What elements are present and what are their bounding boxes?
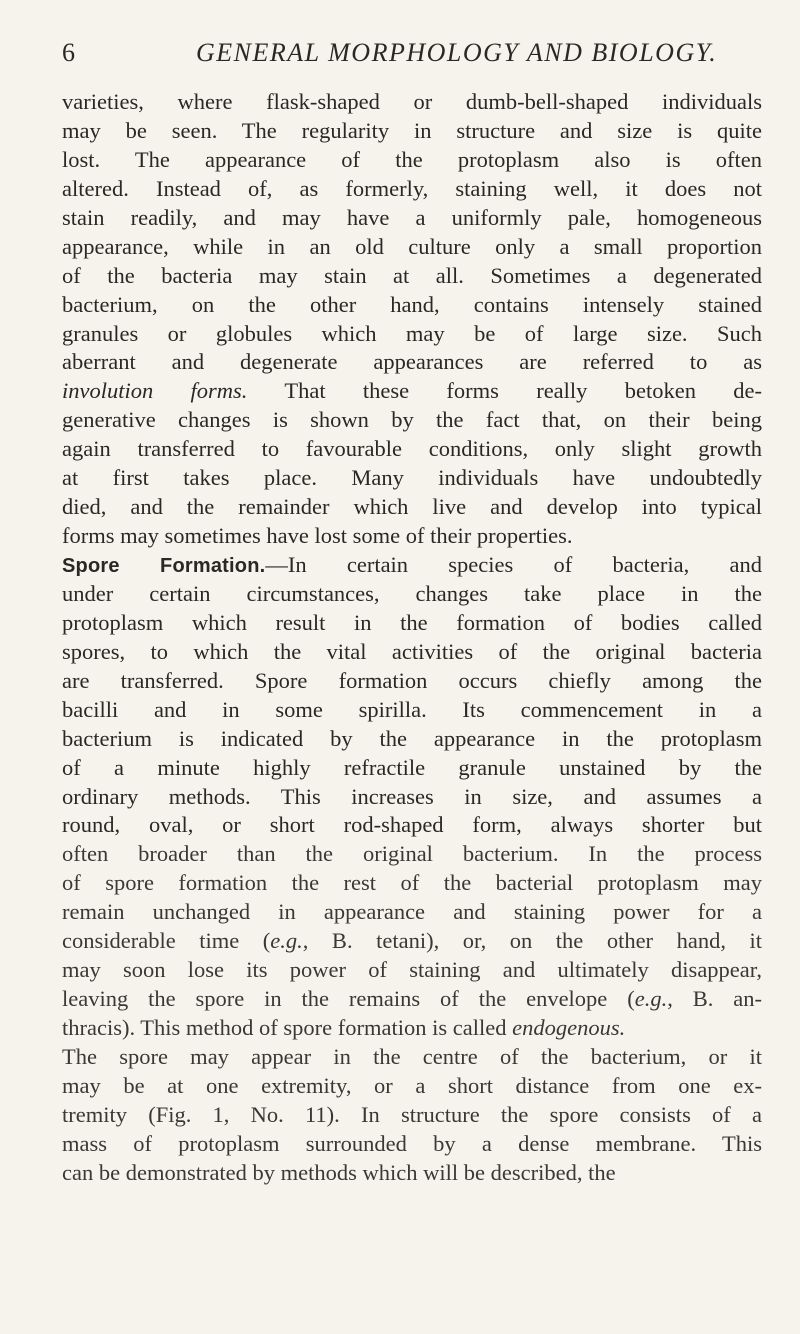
text-line: appearance, while in an old culture only a small proportion xyxy=(62,233,762,259)
text-line xyxy=(62,377,762,406)
text-line: at first takes place. Many individuals have undoubtedly xyxy=(62,465,762,491)
text-run: considerable time ( xyxy=(62,928,271,954)
text-line: The spore may appear in the centre of the bacterium, or it xyxy=(62,1043,762,1069)
section-heading: Spore Formation. xyxy=(62,555,266,577)
text-line: may be at one extremity, or a short distance from one ex- xyxy=(62,1072,762,1098)
text-line: forms may sometimes have lost some of their properties. xyxy=(62,523,573,549)
text-line xyxy=(62,985,762,1014)
text-run: —In certain species of bacteria, and xyxy=(265,552,762,577)
text-line: varieties, where flask-shaped or dumb-bell-shaped individuals xyxy=(62,89,762,114)
text-line: died, and the remainder which live and develop into typical xyxy=(62,494,762,520)
text-line: may soon lose its power of staining and ultimately disappear, xyxy=(62,957,762,983)
text-line: lost. The appearance of the protoplasm also is often xyxy=(62,146,762,172)
italic-term: e.g. xyxy=(270,928,303,954)
text-run: thracis). This method of spore formation is called xyxy=(62,1015,513,1040)
text-line: protoplasm which result in the formation of bodies called xyxy=(62,609,762,635)
text-line: generative changes is shown by the fact that, on their being xyxy=(62,407,762,433)
text-line: tremity (Fig. 1, No. 11). In structure the spore consists of a xyxy=(62,1101,762,1127)
text-line: again transferred to favourable conditions, only slight growth xyxy=(62,436,762,462)
text-line: stain readily, and may have a uniformly pale, homogeneous xyxy=(62,204,762,230)
page-number: 6 xyxy=(62,38,76,67)
text-line: bacilli and in some spirilla. Its commencement in a xyxy=(62,696,762,722)
text-line: are transferred. Spore formation occurs chiefly among the xyxy=(62,667,762,693)
text-line: aberrant and degenerate appearances are referred to as xyxy=(62,349,762,375)
text-line: can be demonstrated by methods which will be described, the xyxy=(62,1159,616,1185)
text-line: altered. Instead of, as formerly, staining well, it does not xyxy=(62,175,762,201)
italic-term: involution forms. xyxy=(62,378,248,404)
text-line xyxy=(62,551,762,580)
text-line: often broader than the original bacterium. In the process xyxy=(62,841,762,867)
body-text xyxy=(62,88,762,1188)
text-run: leaving the spore in the remains of the envelope ( xyxy=(62,986,635,1012)
text-line: granules or globules which may be of large size. Such xyxy=(62,320,762,346)
text-line: spores, to which the vital activities of the original bacteria xyxy=(62,638,762,664)
text-line xyxy=(62,927,762,956)
text-line: of the bacteria may stain at all. Sometimes a degenerated xyxy=(62,262,762,288)
text-line: bacterium, on the other hand, contains intensely stained xyxy=(62,291,762,317)
text-run: That these forms really betoken de- xyxy=(247,378,762,404)
text-line: under certain circumstances, changes take place in the xyxy=(62,580,762,606)
italic-term: endogenous. xyxy=(512,1015,626,1040)
text-line: of a minute highly refractile granule unstained by the xyxy=(62,754,762,780)
text-line xyxy=(62,1014,762,1043)
text-run: , B. tetani), or, on the other hand, it xyxy=(302,928,762,954)
italic-term: e.g. xyxy=(634,986,668,1012)
text-run: , B. an- xyxy=(667,986,762,1012)
running-head-title: GENERAL MORPHOLOGY AND BIOLOGY. xyxy=(196,38,718,67)
text-line: round, oval, or short rod-shaped form, always shorter but xyxy=(62,812,762,838)
text-line: bacterium is indicated by the appearance in the protoplasm xyxy=(62,725,762,751)
text-line: remain unchanged in appearance and staining power for a xyxy=(62,899,762,925)
running-head xyxy=(0,32,800,72)
text-line: mass of protoplasm surrounded by a dense membrane. This xyxy=(62,1130,762,1156)
text-line: ordinary methods. This increases in size, and assumes a xyxy=(62,783,762,809)
text-line: of spore formation the rest of the bacterial protoplasm may xyxy=(62,870,762,896)
text-line: may be seen. The regularity in structure and size is quite xyxy=(62,117,762,143)
